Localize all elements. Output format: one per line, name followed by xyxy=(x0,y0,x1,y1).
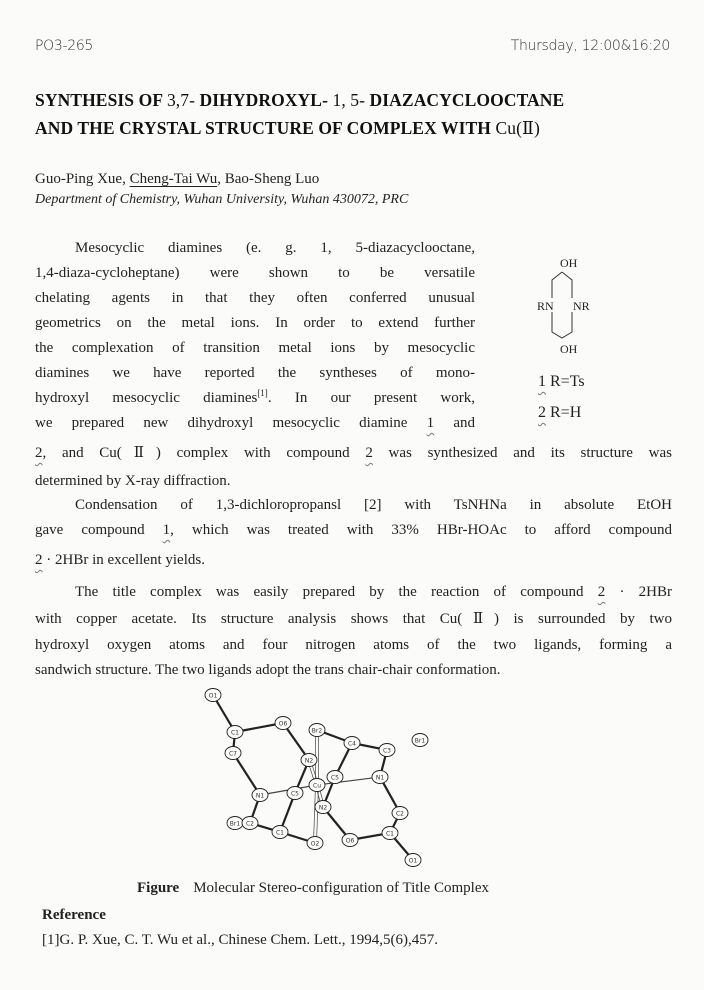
atom-label: C1 xyxy=(230,729,240,737)
text-run: . In our present work, xyxy=(267,390,475,406)
text-run: · 2HBr xyxy=(605,584,672,600)
text-run: geometrics on the metal ions. In order to extend further xyxy=(35,315,475,331)
coordination-bond xyxy=(314,785,316,843)
text-run: and xyxy=(434,415,475,431)
atom-label: N1 xyxy=(255,792,265,800)
atom-label: Br1 xyxy=(414,737,426,745)
text-run: gave compound xyxy=(35,522,163,538)
bond xyxy=(233,753,260,795)
text-run: diamines we have reported the syntheses of mono- xyxy=(35,365,475,381)
title-part: DIHYDROXYL- xyxy=(195,90,328,110)
text-run: The title complex was easily prepared by the reaction of compound xyxy=(75,584,598,600)
atom-label: Cu xyxy=(313,782,321,790)
atom-label: N1 xyxy=(375,774,385,782)
oh-bottom: OH xyxy=(560,342,578,356)
text-run: 1,4-diaza-cycloheptane) were shown to be versatile xyxy=(35,265,475,281)
atom-label: C1 xyxy=(275,829,285,837)
atom-label: C7 xyxy=(228,750,238,758)
atom-label: Br2 xyxy=(311,727,323,735)
author-presenting: Cheng-Tai Wu xyxy=(129,171,218,187)
abstract-code: PO3-265 xyxy=(35,38,94,54)
session-time: Thursday, 12:00&16:20 xyxy=(510,38,670,54)
atom-label: O6 xyxy=(278,720,288,728)
oh-top: OH xyxy=(560,256,578,270)
atom-label: C5 xyxy=(290,790,300,798)
text-run: Condensation of 1,3-dichloropropansl [2] with TsNHNa in absolute EtOH xyxy=(75,497,672,513)
text-run: , and Cu(Ⅱ) complex with compound xyxy=(42,445,366,461)
atom-label: C5 xyxy=(330,774,340,782)
title-part: DIAZACYCLOOCTANE xyxy=(365,90,565,110)
text-run: , which was treated with 33% HBr-HOAc to afford compound xyxy=(170,522,673,538)
atom-label: O2 xyxy=(310,840,320,848)
compound-number: 1 xyxy=(426,415,435,431)
atom-label: O1 xyxy=(408,857,418,865)
atom-label: C3 xyxy=(382,747,392,755)
title-part: 3,7- xyxy=(166,90,196,110)
atom-label: C1 xyxy=(385,830,395,838)
atom-label: Br1 xyxy=(229,820,241,828)
compound-number: 1 xyxy=(162,522,171,538)
figure-caption xyxy=(137,880,489,897)
compound-number: 2 xyxy=(35,445,43,461)
atom-label: O1 xyxy=(208,692,218,700)
reference-item: [1]G. P. Xue, C. T. Wu et al., Chinese Chem. Lett., 1994,5(6),457. xyxy=(42,932,439,948)
compound-r-group: R=H xyxy=(546,404,582,421)
text-run: sandwich structure. The two ligands adopt the trans chair-chair conformation. xyxy=(35,662,501,678)
atom-label: C2 xyxy=(395,810,405,818)
author: Guo-Ping Xue, xyxy=(35,171,130,187)
atom-label: C4 xyxy=(347,740,357,748)
compound-number: 2 xyxy=(365,445,373,461)
text-run: determined by X-ray diffraction. xyxy=(35,473,231,489)
atom-label: O6 xyxy=(345,837,355,845)
caption-label: Figure xyxy=(137,880,180,896)
compound-number: 1 xyxy=(538,373,546,390)
text-run: the complexation of transition metal ions by mesocyclic xyxy=(35,340,475,356)
nr-label: NR xyxy=(573,299,590,313)
citation-marker: [1] xyxy=(257,388,268,398)
text-run: hydroxyl oxygen atoms and four nitrogen atoms of the two ligands, forming a xyxy=(35,637,672,653)
author: , Bao-Sheng Luo xyxy=(217,171,320,187)
title-part: AND THE CRYSTAL STRUCTURE OF COMPLEX WITH xyxy=(35,118,496,138)
title-part: 1, 5- xyxy=(328,90,366,110)
title-part: Cu(Ⅱ) xyxy=(495,118,540,138)
atom-label: N2 xyxy=(318,804,328,812)
text-run: chelating agents in that they often conferred unusual xyxy=(35,290,475,306)
text-run: hydroxyl mesocyclic diamines xyxy=(35,390,258,406)
text-run: we prepared new dihydroxyl mesocyclic diamine xyxy=(35,415,427,431)
compound-number: 2 xyxy=(538,404,546,421)
atom-label: N2 xyxy=(304,757,314,765)
text-run: Mesocyclic diamines (e. g. 1, 5-diazacyclooctane, xyxy=(75,240,475,256)
text-run: was synthesized and its structure was xyxy=(372,445,672,461)
reference-heading: Reference xyxy=(42,907,106,923)
atom-label: C2 xyxy=(245,820,255,828)
caption-text: Molecular Stereo-configuration of Title Complex xyxy=(193,880,489,896)
text-run: with copper acetate. Its structure analysis shows that Cu(Ⅱ) is surrounded by two xyxy=(35,611,672,627)
title-part: SYNTHESIS OF xyxy=(35,90,167,110)
compound-number: 2 xyxy=(597,584,606,600)
text-run: · 2HBr in excellent yields. xyxy=(42,552,205,568)
compound-number: 2 xyxy=(35,552,43,568)
compound-r-group: R=Ts xyxy=(546,373,585,390)
rn-label: RN xyxy=(537,299,554,313)
affiliation: Department of Chemistry, Wuhan University, Wuhan 430072, PRC xyxy=(35,192,409,207)
